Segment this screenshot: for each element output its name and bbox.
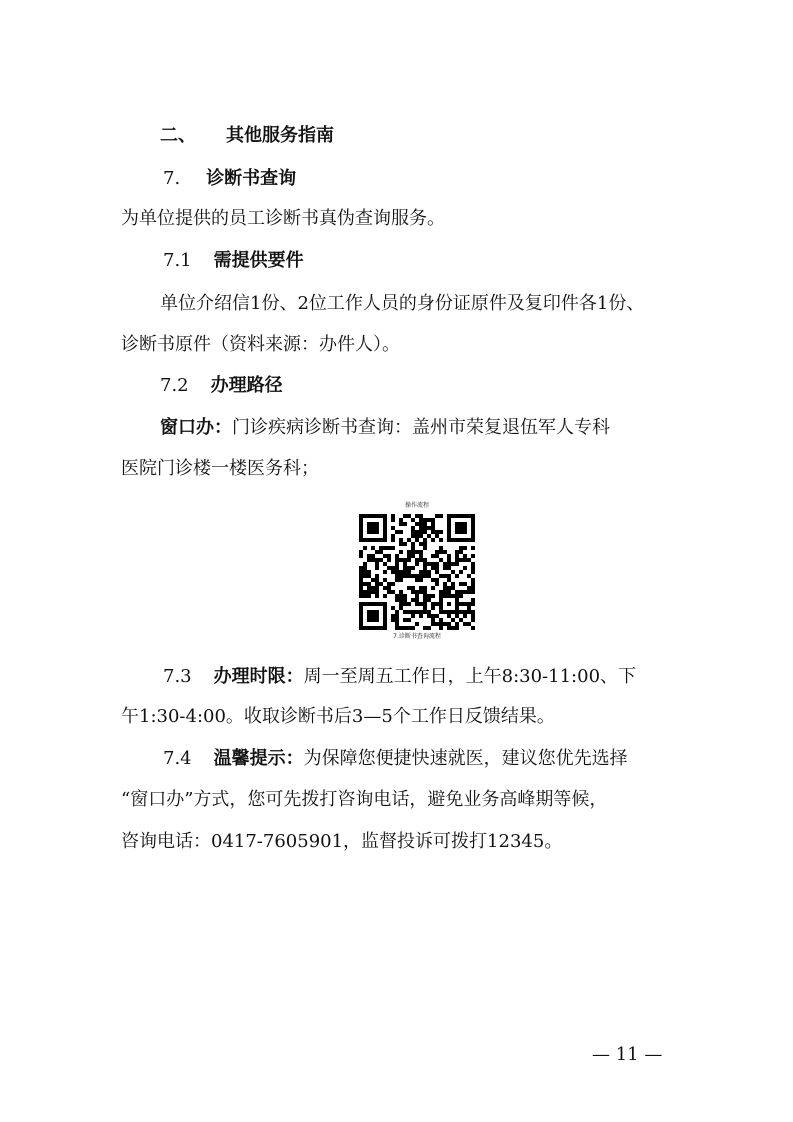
item-7-2-number: 7.2: [160, 375, 189, 396]
item-7-2-label: 窗口办：: [160, 417, 232, 438]
item-7-3-body-line1: [163, 665, 636, 689]
qr-bottom-caption: 7.诊断书查询流程: [393, 633, 441, 640]
item-7-4-number: 7.4: [163, 748, 192, 769]
item-7-3-title: 办理时限：: [213, 666, 304, 687]
item-7-4-body-line2: “窗口办”方式，您可先拨打咨询电话，避免业务高峰期等候，: [121, 789, 608, 810]
page-number: — 11 —: [592, 1044, 663, 1065]
item-7-2-text: 门诊疾病诊断书查询：盖州市荣复退伍军人专科: [232, 417, 610, 438]
item-7-2-heading: [160, 374, 283, 398]
qr-code-image: [358, 514, 476, 630]
section-number: 二、: [160, 125, 196, 146]
item-7-title: 诊断书查询: [206, 168, 297, 189]
qr-figure: [356, 502, 478, 644]
item-7-heading: [163, 167, 296, 191]
item-7-2-body-line2: 医院门诊楼一楼医务科；: [121, 458, 319, 479]
item-7-3-number: 7.3: [163, 666, 192, 687]
item-7-1-body-line2: 诊断书原件（资料来源：办件人）。: [121, 334, 400, 355]
item-7-2-title: 办理路径: [210, 375, 283, 396]
item-7-3-body-line2: 午1:30-4:00。收取诊断书后3—5个工作日反馈结果。: [121, 706, 555, 727]
section-title: 其他服务指南: [226, 125, 334, 146]
item-7-4-text: 为保障您便捷快速就医，建议您优先选择: [303, 748, 628, 769]
item-7-4-body-line1: [163, 747, 628, 771]
item-7-1-number: 7.1: [163, 250, 192, 271]
item-7-number: 7.: [163, 168, 181, 189]
item-7-description: 为单位提供的员工诊断书真伪查询服务。: [121, 208, 445, 229]
item-7-1-title: 需提供要件: [213, 250, 304, 271]
item-7-4-body-line3: 咨询电话：0417-7605901，监督投诉可拨打12345。: [121, 831, 563, 852]
item-7-2-body-line1: [160, 416, 610, 440]
item-7-3-text: 周一至周五工作日，上午8:30-11:00、下: [303, 666, 637, 687]
item-7-1-heading: [163, 249, 304, 273]
section-heading: [160, 124, 334, 148]
item-7-1-body-line1: 单位介绍信1份、2位工作人员的身份证原件及复印件各1份、: [160, 293, 645, 314]
qr-top-caption: 操作流程: [404, 502, 429, 509]
item-7-4-title: 温馨提示：: [213, 748, 304, 769]
